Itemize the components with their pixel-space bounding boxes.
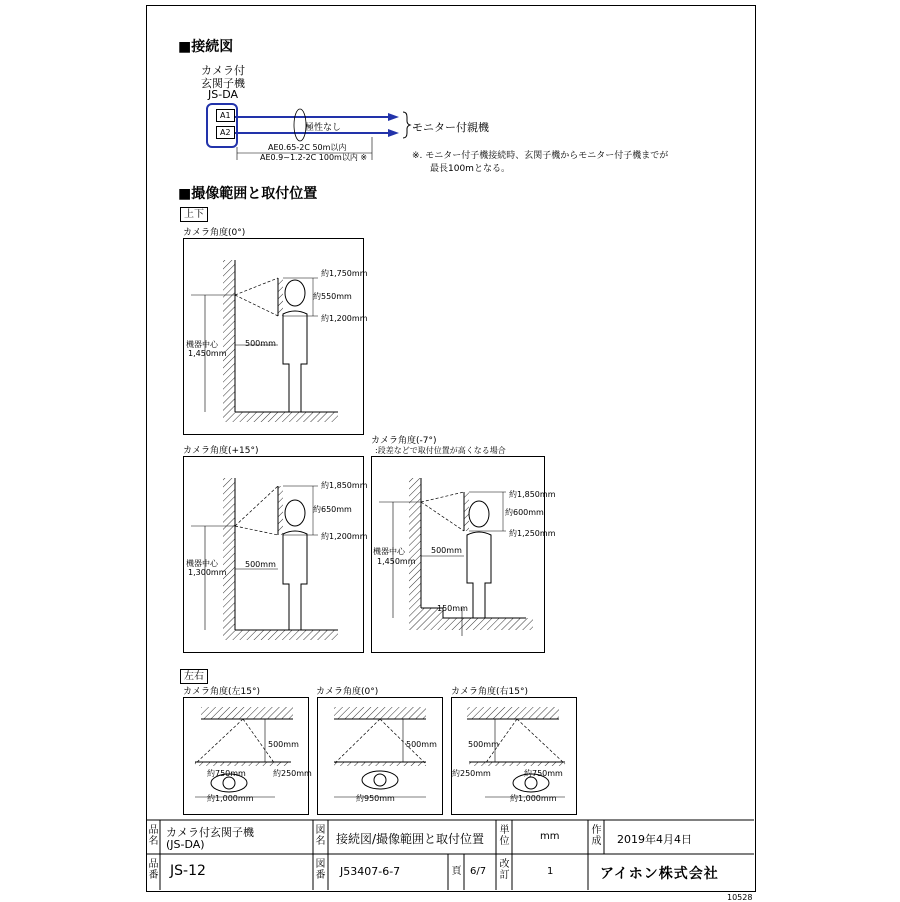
- device-label-line2: 玄関子機: [201, 77, 245, 90]
- diagram1-center-value: 1,450mm: [188, 349, 227, 358]
- cable-spec-1: AE0.65-2C 50m以内: [268, 143, 347, 152]
- revision-value: 1: [547, 866, 554, 877]
- unit-label: 単位: [499, 825, 510, 847]
- diagram6-total: 約1,000mm: [510, 794, 557, 803]
- product-number-label: 品番: [148, 859, 159, 881]
- connection-heading: ■接続図: [178, 39, 234, 55]
- diagram1-distance: 500mm: [245, 339, 276, 348]
- polarity-label: 極性なし: [305, 123, 342, 133]
- cable-spec-2: AE0.9~1.2-2C 100m以内 ※: [260, 153, 368, 162]
- diagram4-left: 約750mm: [207, 769, 246, 778]
- diagram1-title: カメラ角度(0°): [183, 228, 246, 238]
- diagram2-distance: 500mm: [245, 560, 276, 569]
- diagram2-span: 約650mm: [313, 505, 352, 514]
- figure-label: 図名: [315, 825, 326, 847]
- connection-note-1: ※. モニター付子機接続時、玄関子機からモニター付子機までが: [412, 151, 669, 161]
- diagram2-center-value: 1,300mm: [188, 568, 227, 577]
- diagram2-center-label: 機器中心: [186, 559, 218, 568]
- range-heading: ■撮像範囲と取付位置: [178, 186, 318, 202]
- diagram6-right: 約750mm: [524, 769, 563, 778]
- diagram2-top: 約1,850mm: [321, 481, 368, 490]
- diagram2-bottom: 約1,200mm: [321, 532, 368, 541]
- footer-code: 10528: [727, 893, 753, 902]
- unit-value: mm: [540, 831, 560, 842]
- made-value: 2019年4月4日: [617, 833, 692, 846]
- device-label-line1: カメラ付: [201, 64, 245, 77]
- diagram1-top: 約1,750mm: [321, 269, 368, 278]
- diagram1-bottom: 約1,200mm: [321, 314, 368, 323]
- diagram4-right: 約250mm: [273, 769, 312, 778]
- diagram5-total: 約950mm: [356, 794, 395, 803]
- connection-note-2: 最長100mとなる。: [430, 164, 510, 174]
- diagram4-depth: 500mm: [268, 740, 299, 749]
- name-value-2: (JS-DA): [166, 838, 205, 851]
- diagram1-center-label: 機器中心: [186, 340, 218, 349]
- diagram3-center-label: 機器中心: [373, 547, 405, 556]
- diagram3-subtitle: :段差などで取付位置が高くなる場合: [375, 446, 506, 455]
- name-label: 品名: [148, 825, 159, 847]
- drawing-number-label: 図番: [315, 859, 326, 881]
- page-value: 6/7: [470, 866, 487, 877]
- monitor-label: モニター付親機: [412, 121, 489, 134]
- diagram6-left: 約250mm: [452, 769, 491, 778]
- diagram3-title: カメラ角度(-7°): [371, 436, 437, 446]
- horizontal-tag: 左右: [180, 669, 208, 684]
- diagram3-span: 約600mm: [505, 508, 544, 517]
- diagram3-top: 約1,850mm: [509, 490, 556, 499]
- revision-label: 改訂: [499, 859, 510, 881]
- terminal-a2: A2: [216, 126, 235, 139]
- diagram6-title: カメラ角度(右15°): [451, 687, 528, 697]
- diagram3-step: 150mm: [437, 604, 468, 613]
- diagram6-depth: 500mm: [468, 740, 499, 749]
- diagram1-span: 約550mm: [313, 292, 352, 301]
- diagram5-title: カメラ角度(0°): [316, 687, 379, 697]
- diagram4-title: カメラ角度(左15°): [183, 687, 260, 697]
- drawing-number-value: J53407-6-7: [340, 865, 401, 878]
- diagram2-title: カメラ角度(+15°): [183, 446, 259, 456]
- diagram3-bottom: 約1,250mm: [509, 529, 556, 538]
- made-label: 作成: [591, 825, 602, 847]
- name-value-1: カメラ付玄関子機: [166, 826, 254, 839]
- page-label: 頁: [451, 866, 462, 877]
- figure-value: 接続図/撮像範囲と取付位置: [336, 832, 485, 846]
- company-logo: アイホン株式会社: [600, 866, 719, 882]
- diagram3-distance: 500mm: [431, 546, 462, 555]
- diagram5-depth: 500mm: [406, 740, 437, 749]
- diagram4-total: 約1,000mm: [207, 794, 254, 803]
- device-label-line3: JS-DA: [208, 88, 238, 101]
- vertical-tag: 上下: [180, 207, 208, 222]
- product-number-value: JS-12: [170, 863, 206, 879]
- terminal-a1: A1: [216, 109, 235, 122]
- diagram3-center-value: 1,450mm: [377, 557, 416, 566]
